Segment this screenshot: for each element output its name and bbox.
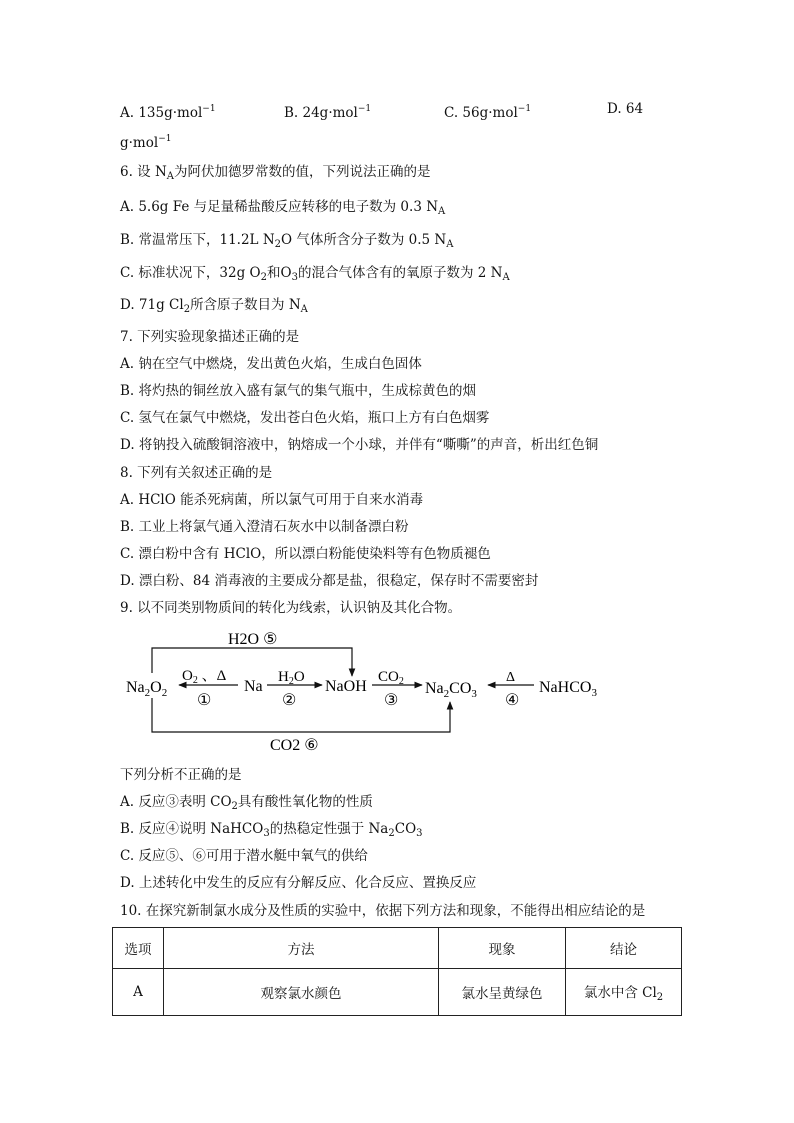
q6-option-c: C. 标准状况下，32g $O_2$和$O_3$的混合气体含有的氧原子数为 2 $N_A$	[120, 265, 510, 283]
q9-option-a: A. 反应③表明 $CO_2$具有酸性氧化物的性质	[120, 794, 373, 812]
cell-option: A	[113, 969, 164, 1016]
q9-sub-stem: 下列分析不正确的是	[120, 767, 242, 783]
q8-option-d: D. 漂白粉、84 消毒液的主要成分都是盐，很稳定，保存时不需要密封	[120, 573, 539, 589]
reaction-4-label: Δ	[506, 670, 516, 685]
q7-stem: 7. 下列实验现象描述正确的是	[120, 329, 300, 345]
q7-option-c: C. 氢气在氯气中燃烧，发出苍白色火焰，瓶口上方有白色烟雾	[120, 410, 490, 426]
q7-option-b: B. 将灼热的铜丝放入盛有氯气的集气瓶中，生成棕黄色的烟	[120, 383, 477, 399]
q8-option-b: B. 工业上将氯气通入澄清石灰水中以制备漂白粉	[120, 519, 409, 535]
reaction-2-label: $H_2O$	[278, 669, 305, 687]
q6-option-d: D. 71g $Cl_2$所含原子数目为 $N_A$	[120, 297, 308, 315]
q5-option-d: D. 64	[607, 101, 644, 117]
q10-stem: 10. 在探究新制氯水成分及性质的实验中，依据下列方法和现象，不能得出相应结论的是	[120, 903, 646, 919]
q6-stem: 6. 设 $N_A$为阿伏加德罗常数的值，下列说法正确的是	[120, 164, 431, 182]
reaction-5-label: H2O ⑤	[228, 631, 278, 648]
species-na2o2: $Na_2O_2$	[126, 679, 168, 699]
header-option: 选项	[113, 928, 164, 969]
q10-table	[112, 927, 682, 1016]
q6-option-b: B. 常温常压下，11.2L $N_2O$ 气体所含分子数为 0.5 $N_A$	[120, 232, 454, 250]
q9-option-d: D. 上述转化中发生的反应有分解反应、化合反应、置换反应	[120, 875, 477, 891]
q7-option-d: D. 将钠投入硫酸铜溶液中，钠熔成一个小球，并伴有“嘶嘶”的声音，析出红色铜	[120, 437, 599, 453]
q5-option-b: B. 24g·mol$^{-1}$	[284, 104, 372, 121]
reaction-4-number: ④	[505, 692, 520, 709]
species-nahco3: NaHCO$_3$	[539, 679, 597, 699]
header-conclusion: 结论	[566, 928, 682, 969]
species-na2co3: $Na_2CO_3$	[425, 680, 477, 700]
q5-option-d-cont: g·mol$^{-1}$	[120, 134, 172, 151]
reaction-1-label: $O_2$ 、Δ	[182, 668, 227, 686]
cell-conclusion: 氯水中含 $Cl_2$	[566, 969, 682, 1016]
q9-stem: 9. 以不同类别物质间的转化为线索，认识钠及其化合物。	[120, 600, 462, 616]
reaction-1-number: ①	[197, 692, 212, 709]
q9-option-b: B. 反应④说明 NaHCO$_3$的热稳定性强于 $Na_2CO_3$	[120, 821, 423, 839]
species-naoh: NaOH	[325, 678, 367, 695]
reaction-3-label: $CO_2$	[378, 669, 404, 687]
q5-option-a: A. 135g·mol$^{-1}$	[120, 104, 216, 121]
q8-stem: 8. 下列有关叙述正确的是	[120, 465, 273, 481]
table-row	[113, 969, 682, 1016]
q7-option-a: A. 钠在空气中燃烧，发出黄色火焰，生成白色固体	[120, 356, 422, 372]
q8-option-c: C. 漂白粉中含有 HClO，所以漂白粉能使染料等有色物质褪色	[120, 546, 491, 562]
reaction-6-label: CO2 ⑥	[270, 737, 319, 754]
species-na: Na	[244, 678, 263, 695]
cell-method: 观察氯水颜色	[164, 969, 439, 1016]
q5-option-c: C. 56g·mol$^{-1}$	[444, 104, 532, 121]
reaction-3-number: ③	[384, 692, 399, 709]
cell-phenomenon: 氯水呈黄绿色	[439, 969, 566, 1016]
table-header-row	[113, 928, 682, 969]
q8-option-a: A. HClO 能杀死病菌，所以氯气可用于自来水消毒	[120, 492, 424, 508]
q9-option-c: C. 反应⑤、⑥可用于潜水艇中氧气的供给	[120, 848, 368, 864]
sodium-conversion-diagram	[120, 622, 620, 762]
header-phenomenon: 现象	[439, 928, 566, 969]
q6-option-a: A. 5.6g Fe 与足量稀盐酸反应转移的电子数为 0.3 $N_A$	[120, 199, 446, 217]
header-method: 方法	[164, 928, 439, 969]
reaction-2-number: ②	[282, 692, 297, 709]
